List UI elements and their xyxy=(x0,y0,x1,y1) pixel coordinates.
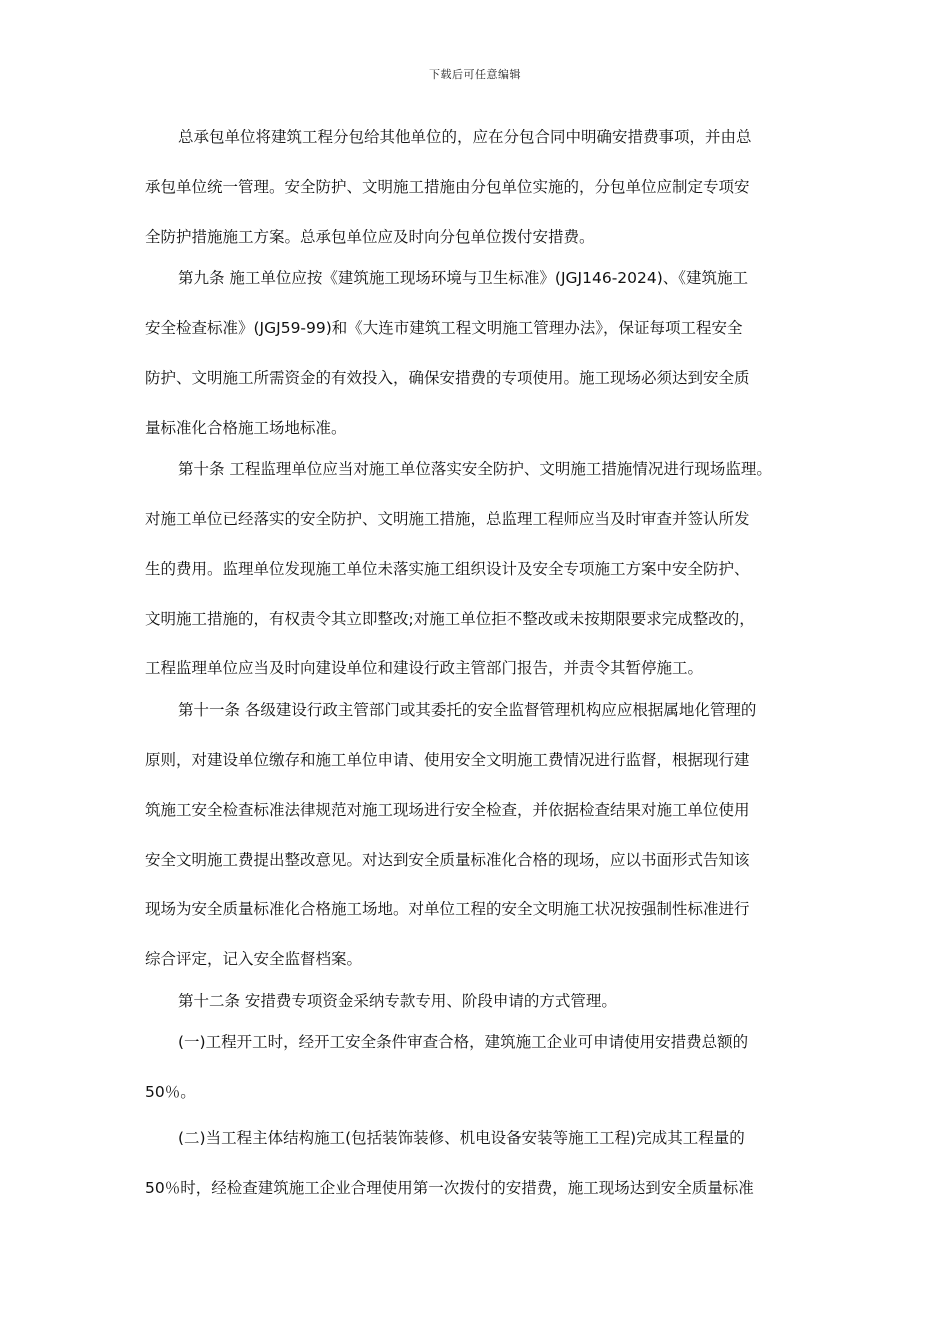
text-line: 工程监理单位应当及时向建设单位和建设行政主管部门报告，并责令其暂停施工。 xyxy=(145,659,704,677)
text-line: 生的费用。监理单位发现施工单位未落实施工组织设计及安全专项施工方案中安全防护、 xyxy=(145,560,750,578)
text-line: 筑施工安全检查标准法律规范对施工现场进行安全检查，并依据检查结果对施工单位使用 xyxy=(145,801,750,819)
text-line: 现场为安全质量标准化合格施工场地。对单位工程的安全文明施工状况按强制性标准进行 xyxy=(145,900,750,918)
text-line: 第十二条 安措费专项资金采纳专款专用、阶段申请的方式管理。 xyxy=(178,992,617,1010)
text-line: 50％时，经检查建筑施工企业合理使用第一次拨付的安措费，施工现场达到安全质量标准 xyxy=(145,1179,754,1197)
text-line: 第九条 施工单位应按《建筑施工现场环境与卫生标准》(JGJ146-2024)、《建筑施工 xyxy=(178,269,749,287)
text-line: 原则，对建设单位缴存和施工单位申请、使用安全文明施工费情况进行监督，根据现行建 xyxy=(145,751,750,769)
text-line: 防护、文明施工所需资金的有效投入，确保安措费的专项使用。施工现场必须达到安全质 xyxy=(145,369,750,387)
text-line: 量标准化合格施工场地标准。 xyxy=(145,419,347,437)
text-line: 50％。 xyxy=(145,1083,196,1101)
text-line: (一)工程开工时，经开工安全条件审查合格，建筑施工企业可申请使用安措费总额的 xyxy=(178,1033,749,1051)
text-line: 安全文明施工费提出整改意见。对达到安全质量标准化合格的现场，应以书面形式告知该 xyxy=(145,851,750,869)
text-line: 综合评定，记入安全监督档案。 xyxy=(145,950,363,968)
text-line: 文明施工措施的，有权责令其立即整改;对施工单位拒不整改或未按期限要求完成整改的， xyxy=(145,610,755,628)
text-line: 第十一条 各级建设行政主管部门或其委托的安全监督管理机构应应根据属地化管理的 xyxy=(178,701,757,719)
text-line: 对施工单位已经落实的安全防护、文明施工措施，总监理工程师应当及时审查并签认所发 xyxy=(145,510,750,528)
text-line: (二)当工程主体结构施工(包括装饰装修、机电设备安装等施工工程)完成其工程量的 xyxy=(178,1129,745,1147)
page-header: 下载后可任意编辑 xyxy=(429,68,521,81)
text-line: 全防护措施施工方案。总承包单位应及时向分包单位拨付安措费。 xyxy=(145,228,595,246)
text-line: 第十条 工程监理单位应当对施工单位落实安全防护、文明施工措施情况进行现场监理。 xyxy=(178,460,772,478)
text-line: 承包单位统一管理。安全防护、文明施工措施由分包单位实施的，分包单位应制定专项安 xyxy=(145,178,750,196)
text-line: 总承包单位将建筑工程分包给其他单位的，应在分包合同中明确安措费事项，并由总 xyxy=(178,128,752,146)
text-line: 安全检查标准》(JGJ59-99)和《大连市建筑工程文明施工管理办法》，保证每项工程安全 xyxy=(145,319,743,337)
